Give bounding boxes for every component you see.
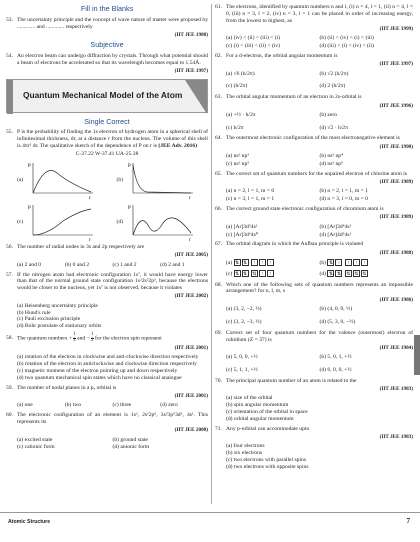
question-text: If the nitrogen atom had electronic configuration 1s⁷, it would have energy lower than that of the normal ground state configuration 1s²2s²2p³, because the electrons would be closer to the nucleus, yet 1s⁷ is not observed, because it violates (17, 271, 208, 292)
options-65 (215, 188, 413, 203)
question-text: The number of nodal planes in a pₓ orbital is (17, 384, 117, 391)
exam-reference: (IIT JEE 1983) (379, 434, 413, 440)
graph-b-plot (127, 161, 197, 199)
exam-reference: (IIT JEE 1990) (379, 143, 413, 150)
option-c[interactable]: (c) ns² np⁵ (226, 160, 250, 167)
options-69 (215, 354, 413, 374)
option-c[interactable]: (c) (3, 2, −3, ½) (226, 318, 262, 325)
question-number: 61. (215, 4, 222, 10)
options-56 (6, 262, 208, 269)
question-text: Any p-orbital can accommodate upto (226, 425, 310, 432)
option-a[interactable]: (a) √6 (h/2π) (226, 70, 255, 77)
option-label: (d) (116, 218, 124, 225)
options-60 (6, 437, 208, 452)
question-63 (215, 94, 413, 101)
option-b[interactable]: (b) six electrons (226, 450, 263, 457)
exam-reference: (IIT JEE 2000) (174, 427, 208, 434)
question-text: For a d-electron, the orbital angular momentum is (226, 52, 338, 59)
question-text: The correct set of quantum numbers for the unpaired electron of chlorine atom is (226, 170, 407, 177)
exam-reference: (IIT JEE 1988) (174, 31, 208, 38)
option-b[interactable]: (b) ns² np⁴ (319, 153, 344, 160)
option-d[interactable]: (d) [Ar]4d⁵4s¹ (319, 231, 352, 238)
option-a[interactable]: (a) (iv) < (ii) < (iii) < (i) (226, 35, 281, 42)
column-divider (211, 4, 212, 504)
option-d[interactable]: (d) two electrons with opposite spins (226, 463, 309, 470)
option-a[interactable]: (a) rotation of the electron in clockwise and anti-clockwise direction respectively (17, 354, 199, 361)
option-a[interactable]: (a) Heisenberg uncertainty principle (17, 302, 98, 309)
options-62 (215, 71, 413, 91)
option-c[interactable]: (c) Pauli exclusion principle (17, 316, 81, 323)
options-59 (6, 402, 208, 409)
option-a[interactable]: (a) one (17, 402, 33, 409)
graph-c-plot (27, 203, 97, 241)
option-c[interactable]: (c) 5, 1, 1, +½ (226, 366, 258, 373)
option-a[interactable]: (a) four electrons (226, 443, 265, 450)
option-b[interactable]: (b) (ii) < (iv) < (i) < (iii) (319, 35, 374, 42)
question-59 (6, 385, 208, 392)
option-d[interactable]: (d) (5, 3, 0, −½) (319, 318, 356, 325)
question-71 (215, 426, 413, 433)
option-c[interactable]: (c) magnetic moment of the electron pointing up and down respectively (17, 368, 178, 375)
question-text: The correct ground state electronic configuration of chromium atom is (226, 206, 384, 213)
option-d[interactable]: (d) 2 and 1 (160, 261, 185, 268)
question-number: 60. (6, 412, 13, 419)
axis-r-label: r (89, 196, 91, 200)
exam-reference: (IIT JEE 1996) (379, 102, 413, 109)
orbital-diagram-c[interactable]: (c) ⇅ ⇅ ⇅ ↑ ↑ (226, 270, 320, 278)
section-title-single-correct: Single Correct (84, 116, 130, 126)
options-61 (215, 35, 413, 50)
option-c[interactable]: (c) cationic form (17, 444, 55, 451)
exam-reference: (IIT JEE 1997) (174, 68, 208, 75)
options-68 (215, 306, 413, 326)
option-b[interactable]: (b) zero (319, 111, 338, 118)
option-b[interactable]: (b) Hund's rule (17, 309, 51, 316)
question-number: 53. (6, 16, 13, 23)
option-b[interactable]: (b) √2 (h/2π) (319, 70, 349, 77)
option-d[interactable]: (d) n = 3, l = 0, m = 0 (319, 196, 368, 203)
option-b[interactable]: (b) two (64, 402, 82, 409)
left-column (6, 4, 208, 451)
question-text: The principal quantum number of an atom is related to the (226, 377, 357, 384)
graph-a[interactable] (17, 161, 109, 199)
graph-b[interactable] (117, 161, 209, 199)
question-67 (215, 241, 413, 248)
page-footer (0, 512, 420, 542)
question-70 (215, 378, 413, 385)
question-text: The uncertainty principle and the concept of wave nature of matter were proposed by ............. and ............. respectively (17, 16, 208, 30)
question-65 (215, 171, 413, 178)
chapter-banner (6, 79, 208, 113)
banner-left-stripe (7, 80, 13, 114)
question-text: The quantum numbers + $\frac{1}{2}$ and − $\frac{1}{2}$ for the electron spin represent (17, 332, 162, 343)
option-b[interactable]: (b) rotation of the electron in anticlockwise and clockwise direction respectively (17, 361, 197, 368)
exam-reference: (IIT JEE 2002) (174, 293, 208, 300)
option-a[interactable]: (a) [Ar]3d⁵4s¹ (226, 223, 258, 230)
orbital-diagram-d[interactable]: (d) ⇅ ⇅ ⇅ ⇅ ⇅ (319, 270, 367, 277)
option-d[interactable]: (d) two quantum mechanical spin states which have no classical analogue (17, 374, 182, 381)
question-number: 54. (6, 53, 13, 60)
graph-d-plot (127, 203, 197, 241)
option-b[interactable]: (b) 0 and 2 (64, 261, 90, 268)
exam-reference: (IIT JEE 2001) (174, 345, 208, 352)
question-61 (215, 4, 413, 24)
option-b[interactable]: (b) [Ar]3d⁴4s² (319, 223, 352, 230)
footer-chapter-name: Atomic Structure (8, 519, 51, 525)
question-number: 59. (6, 384, 13, 391)
option-a[interactable]: (a) 2 and 0 (17, 261, 42, 268)
option-c[interactable]: (c) three (112, 402, 132, 409)
question-number: 64. (215, 135, 222, 142)
option-a[interactable]: (a) (3, 2, −2, ½) (226, 306, 262, 313)
option-a[interactable]: (a) 5, 0, 0, +½ (226, 354, 258, 361)
question-69 (215, 330, 413, 344)
options-63 (215, 112, 413, 132)
option-c[interactable]: (c) h/2π (226, 124, 244, 131)
option-c[interactable]: (c) 1 and 2 (112, 261, 137, 268)
banner-corner-decoration (185, 80, 207, 114)
question-text: The number of radial nodes in 3s and 2p respectively are (17, 244, 145, 251)
question-57 (6, 272, 208, 292)
exam-reference: (IIT JEE 1986) (379, 296, 413, 303)
fraction-half: $\frac{1}{2}$ (91, 332, 94, 343)
exam-reference: (IIT JEE 1988) (379, 249, 413, 256)
question-text: Correct set of four quantum numbers for the valence (outermost) electron of rubidium (Z = 37) is (226, 329, 413, 343)
svg-text:P: P (127, 206, 131, 212)
svg-text:P: P (127, 164, 131, 170)
question-60 (6, 412, 208, 426)
svg-text:r: r (188, 238, 191, 242)
svg-text:P: P (28, 206, 31, 212)
option-c[interactable]: (c) (i) < (iii) < (ii) < (iv) (226, 43, 281, 50)
exam-reference: (IIT JEE 1989) (379, 214, 413, 221)
exam-reference: (IIT JEE 2001) (174, 393, 208, 400)
option-a[interactable]: (a) n = 2, l = 1, m = 0 (226, 188, 275, 195)
question-number: 62. (215, 52, 222, 59)
option-b[interactable]: (b) ground state (112, 436, 148, 443)
question-text: The electrons, identified by quantum numbers n and l, (i) n = 4, l = 1, (ii) n = 4, l = 0, (iii) n = 3, l = 2, (iv) n = 3, l = 1 can be placed in order of increasing energy, from the lowest to highest, as (226, 4, 413, 24)
option-d[interactable]: (d) orbital angular momentum (226, 415, 294, 422)
option-c[interactable]: (c) two electrons with parallel spins (226, 456, 306, 463)
question-text: The outermost electronic configuration of the most electronegative element is (226, 135, 400, 142)
question-text: The orbital diagram in which the Aufbau principle is violated (226, 241, 364, 248)
section-title-subjective: Subjective (90, 40, 124, 50)
exam-reference: (IIT JEE 1983) (379, 386, 413, 393)
page-number: 7 (406, 517, 410, 525)
orbital-diagram-b[interactable]: (b) ⇅ ↑ ↑ ↑ ↑ (320, 259, 414, 267)
axis-p-label: P (28, 164, 31, 170)
question-text: Which one of the following sets of quantum numbers represents an impossible arrangement? for n, l, m, s (226, 281, 413, 295)
question-number: 65. (215, 170, 222, 177)
question-text: P is the probability of finding the 1s electron of hydrogen atom in a spherical shell of infinitesimal thickness, dr, at a distance r from the nucleus. The volume of this shell is 4πr² dr. The qualitative sketch of the dependence of P on r is (JEE Adv. 2016) (17, 129, 208, 149)
question-number: 68. (215, 281, 222, 288)
question-66 (215, 206, 413, 213)
question-64 (215, 135, 413, 142)
fraction-half: $\frac{1}{2}$ (73, 332, 76, 343)
question-number: 55. (6, 129, 13, 136)
option-d[interactable]: (d) 6, 0, 0, +½ (319, 366, 352, 373)
question-number: 71. (215, 425, 222, 432)
section-title-fill-blanks: Fill in the Blanks (80, 4, 134, 13)
question-number: 67. (215, 241, 222, 248)
question-56 (6, 244, 208, 251)
option-d[interactable]: (d) anionic form (112, 444, 150, 451)
page-edge-tab (414, 335, 420, 375)
right-column (215, 4, 413, 471)
question-number: 70. (215, 377, 222, 384)
question-number: 63. (215, 94, 222, 101)
question-number: 56. (6, 244, 13, 251)
question-54 (6, 53, 208, 67)
exam-reference: (IIT JEE 1999) (379, 25, 413, 32)
option-label: (b) (116, 176, 124, 183)
exam-reference: (IIT JEE 1989) (379, 179, 413, 186)
option-c[interactable]: (c) orientation of the orbital in space (226, 409, 308, 416)
option-c[interactable]: (c) n = 3, l = 1, m = 1 (226, 196, 275, 203)
svg-text:r: r (89, 238, 91, 242)
question-68 (215, 282, 413, 296)
question-text: The orbital angular momentum of an electron in 2s-orbital is (226, 94, 362, 101)
question-62 (215, 53, 413, 60)
option-d[interactable]: (d) √2 · h/2π (319, 124, 348, 131)
option-d[interactable]: (d) ns² np⁶ (319, 160, 344, 167)
option-b[interactable]: (b) 5, 0, 1, +½ (319, 354, 352, 361)
question-number: 57. (6, 271, 13, 278)
option-label: (c) (17, 218, 24, 225)
svg-text:r: r (188, 196, 191, 200)
graph-a-plot (27, 161, 97, 199)
option-d[interactable]: (d) (iii) < (i) < (iv) < (ii) (319, 43, 374, 50)
option-b[interactable]: (b) spin angular momentum (226, 402, 289, 409)
orbital-diagrams (215, 259, 413, 278)
option-d[interactable]: (d) Bohr postulate of stationary orbits (17, 323, 102, 330)
question-text: An electron beam can undergo diffraction by crystals. Through what potential should a beam of electrons be accelerated so that its wavelength becomes equal to 1.54Å. (17, 53, 208, 66)
question-codes: C-37.22 W-37.41 UA-25.38 (75, 151, 139, 158)
options-66 (215, 224, 413, 239)
options-64 (215, 153, 413, 168)
option-b[interactable]: (b) (4, 0, 0, ½) (319, 306, 353, 313)
graph-d[interactable] (117, 203, 209, 241)
option-c[interactable]: (c) (h/2π) (226, 83, 248, 90)
question-53 (6, 17, 208, 31)
graph-c[interactable] (17, 203, 109, 241)
banner-title: Quantum Mechanical Model of the Atom (23, 90, 183, 101)
question-text: The electronic configuration of an element is 1s², 2s²2p⁶, 3s²3p⁶3d⁵, 4s¹. This represents its (17, 412, 208, 425)
orbital-diagram-a[interactable]: (a) ⇅ ⇅ ↑ ↑ ↑ (226, 259, 320, 267)
question-58 (6, 333, 208, 344)
question-number: 69. (215, 329, 222, 336)
probability-graphs (6, 161, 208, 241)
exam-reference: (IIT JEE 1997) (379, 61, 413, 68)
exam-reference: (IIT JEE 1984) (379, 344, 413, 351)
option-b[interactable]: (b) n = 2, l = 1, m = 1 (319, 188, 368, 195)
question-number: 58. (6, 334, 13, 341)
option-d[interactable]: (d) zero (160, 402, 178, 409)
exam-reference: (IIT JEE 2005) (174, 252, 208, 259)
option-d[interactable]: (d) 2 (h/2π) (319, 83, 346, 90)
option-a[interactable]: (a) +½ · h/2π (226, 111, 256, 118)
option-a[interactable]: (a) size of the orbital (226, 395, 273, 402)
question-number: 66. (215, 206, 222, 213)
question-55 (6, 129, 208, 149)
option-c[interactable]: (c) [Ar]3d⁶4s⁰ (226, 231, 258, 238)
option-label: (a) (17, 176, 24, 183)
option-a[interactable]: (a) ns² np³ (226, 153, 249, 160)
option-a[interactable]: (a) excited state (17, 436, 53, 443)
